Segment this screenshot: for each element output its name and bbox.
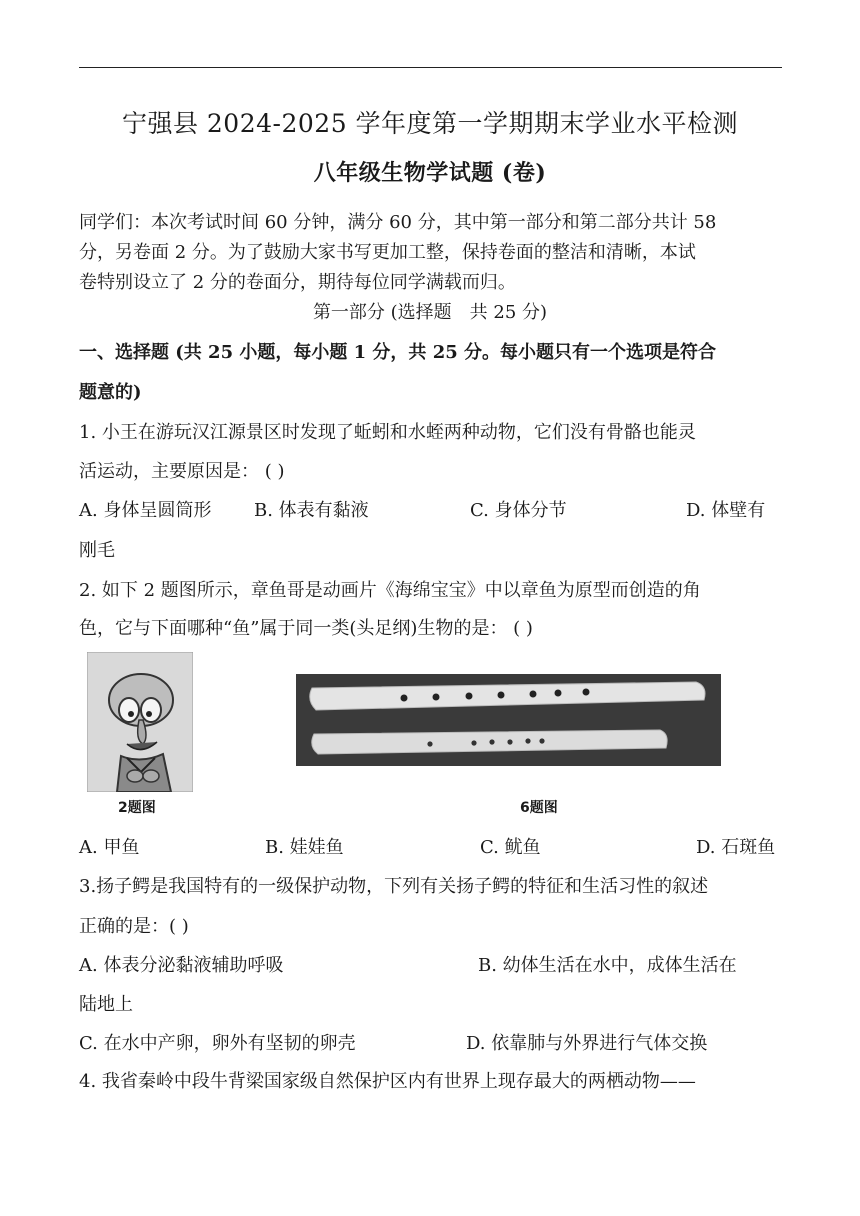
figure-2-label: 2题图 xyxy=(118,800,156,816)
q3-option-d: D. 依靠肺与外界进行气体交换 xyxy=(466,1033,708,1054)
intro-line-3: 卷特别设立了 2 分的卷面分，期待每位同学满载而归。 xyxy=(79,272,516,293)
squidward-figure xyxy=(87,652,193,792)
q3-option-c: C. 在水中产卵，卵外有坚韧的卵壳 xyxy=(79,1033,356,1054)
q2-stem-line-2: 色，它与下面哪种“鱼”属于同一类(头足纲)生物的是： ( ) xyxy=(79,618,533,639)
q2-option-a: A. 甲鱼 xyxy=(79,837,140,858)
bone-flutes-figure xyxy=(296,674,721,766)
q1-option-b: B. 体表有黏液 xyxy=(254,500,369,521)
q1-option-d: D. 体壁有 xyxy=(686,500,766,521)
intro-line-1: 同学们：本次考试时间 60 分钟，满分 60 分，其中第一部分和第二部分共计 58 xyxy=(79,212,717,233)
q3-stem-line-2: 正确的是：( ) xyxy=(79,916,189,937)
q1-stem-line-2: 活运动，主要原因是： ( ) xyxy=(79,461,285,482)
q2-stem-line-1: 2. 如下 2 题图所示，章鱼哥是动画片《海绵宝宝》中以章鱼为原型而创造的角 xyxy=(79,580,701,601)
q3-option-b: B. 幼体生活在水中，成体生活在 xyxy=(478,955,737,976)
q1-option-a: A. 身体呈圆筒形 xyxy=(79,500,212,521)
section1-line-2: 题意的) xyxy=(79,382,142,403)
q2-option-b: B. 娃娃鱼 xyxy=(265,837,344,858)
exam-title: 宁强县 2024-2025 学年度第一学期期末学业水平检测 xyxy=(121,109,739,138)
intro-line-2: 分，另卷面 2 分。为了鼓励大家书写更加工整，保持卷面的整洁和清晰，本试 xyxy=(79,242,696,263)
q3-stem-line-1: 3.扬子鳄是我国特有的一级保护动物，下列有关扬子鳄的特征和生活习性的叙述 xyxy=(79,876,709,897)
q4-stem-line-1: 4. 我省秦岭中段牛背梁国家级自然保护区内有世界上现存最大的两栖动物—— xyxy=(79,1071,696,1092)
q3-option-a: A. 体表分泌黏液辅助呼吸 xyxy=(79,955,284,976)
figure-6-label: 6题图 xyxy=(520,800,558,816)
q3-option-b-wrap: 陆地上 xyxy=(79,994,133,1015)
top-rule xyxy=(79,67,782,68)
q1-option-c: C. 身体分节 xyxy=(470,500,567,521)
q1-stem-line-1: 1. 小王在游玩汉江源景区时发现了蚯蚓和水蛭两种动物，它们没有骨骼也能灵 xyxy=(79,422,696,443)
part1-heading: 第一部分 (选择题 共 25 分) xyxy=(312,302,548,323)
q1-option-d-wrap: 刚毛 xyxy=(79,540,115,561)
section1-line-1: 一、选择题 (共 25 小题，每小题 1 分，共 25 分。每小题只有一个选项是符合 xyxy=(79,342,717,363)
q2-option-d: D. 石斑鱼 xyxy=(696,837,776,858)
exam-subtitle: 八年级生物学试题 (卷) xyxy=(313,160,547,186)
q2-option-c: C. 鱿鱼 xyxy=(480,837,541,858)
